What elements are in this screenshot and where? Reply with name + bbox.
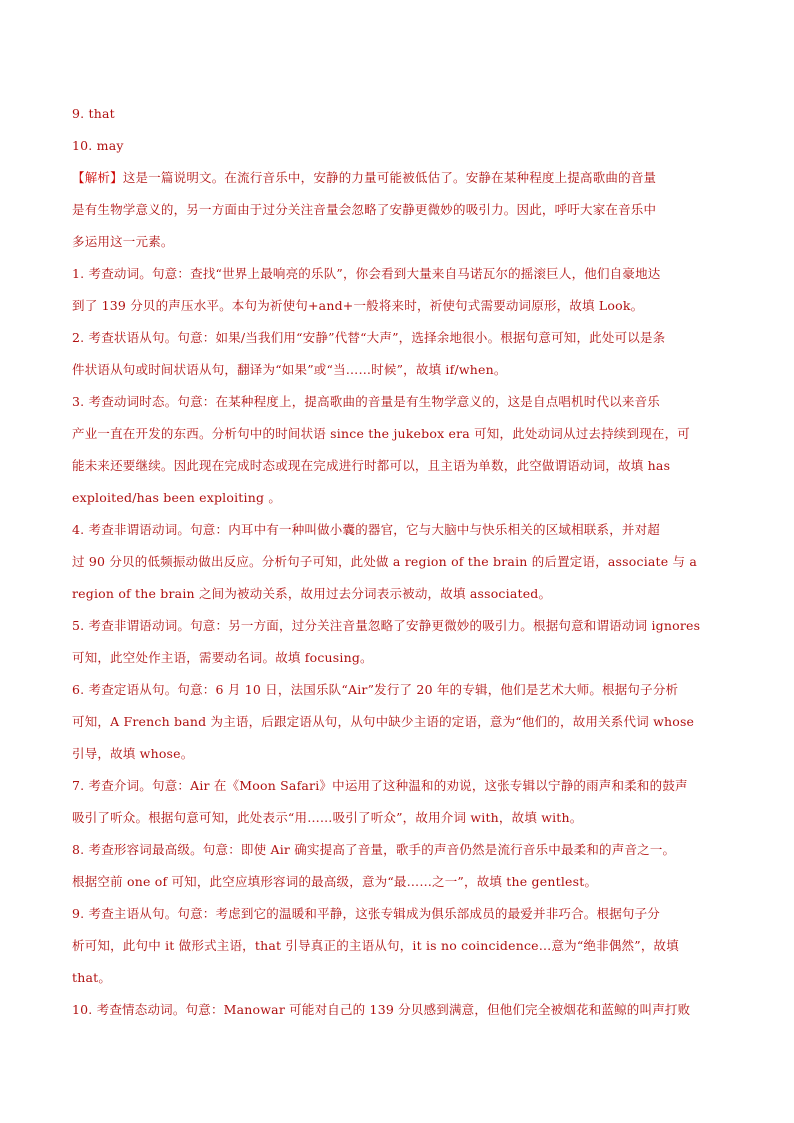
explanation-4: 过 90 分贝的低频振动做出反应。分析句子可知，此处做 a region of the brain 的后置定语，associate 与 a	[72, 554, 698, 569]
answer-line: 9. that	[72, 106, 115, 121]
explanation-9: 析可知，此句中 it 做形式主语，that 引导真正的主语从句，it is no coincidence…意为“绝非偶然”，故填	[72, 938, 679, 953]
explanation-9: that。	[72, 970, 112, 985]
explanation-7: 吸引了听众。根据句意可知，此处表示“用……吸引了听众”，故用介词 with，故填 with。	[72, 810, 583, 825]
document-body	[72, 98, 722, 1026]
explanation-1: 到了 139 分贝的声压水平。本句为祈使句+and+一般将来时，祈使句式需要动词原形，故填 Look。	[72, 298, 644, 313]
answer-line: 10. may	[72, 138, 124, 153]
explanation-6: 引导，故填 whose。	[72, 746, 194, 761]
explanation-7: 7. 考查介词。句意：Air 在《Moon Safari》中运用了这种温和的劝说，这张专辑以宁静的雨声和柔和的鼓声	[72, 778, 688, 793]
explanation-1: 1. 考查动词。句意：查找“世界上最响亮的乐队”，你会看到大量来自马诺瓦尔的摇滚巨人，他们自豪地达	[72, 266, 661, 281]
explanation-3: 能未来还要继续。因此现在完成时态或现在完成进行时都可以，且主语为单数，此空做谓语动词，故填 has	[72, 458, 671, 473]
explanation-2: 件状语从句或时间状语从句，翻译为“如果”或“当……时候”，故填 if/when。	[72, 362, 507, 377]
explanation-6: 6. 考查定语从句。句意：6 月 10 日，法国乐队“Air”发行了 20 年的专辑，他们是艺术大师。根据句子分析	[72, 682, 679, 697]
explanation-8: 根据空前 one of 可知，此空应填形容词的最高级，意为“最……之一”，故填 the gentlest。	[72, 874, 598, 889]
explanation-10: 10. 考查情态动词。句意：Manowar 可能对自己的 139 分贝感到满意，但他们完全被烟花和蓝鲸的叫声打败	[72, 1002, 691, 1017]
explanation-3: 3. 考查动词时态。句意：在某种程度上，提高歌曲的音量是有生物学意义的，这是自点唱机时代以来音乐	[72, 394, 661, 409]
explanation-4: 4. 考查非谓语动词。句意：内耳中有一种叫做小囊的器官，它与大脑中与快乐相关的区域相联系，并对超	[72, 522, 661, 537]
explanation-2: 2. 考查状语从句。句意：如果/当我们用“安静”代替“大声”，选择余地很小。根据句意可知，此处可以是条	[72, 330, 666, 345]
explanation-3: 产业一直在开发的东西。分析句中的时间状语 since the jukebox era 可知，此处动词从过去持续到现在，可	[72, 426, 691, 441]
analysis-line: 多运用这一元素。	[72, 234, 174, 249]
explanation-5: 可知，此空处作主语，需要动名词。故填 focusing。	[72, 650, 373, 665]
explanation-3: exploited/has been exploiting 。	[72, 490, 282, 505]
explanation-6: 可知，A French band 为主语，后跟定语从句，从句中缺少主语的定语，意为“他们的，故用关系代词 whose	[72, 714, 695, 729]
explanation-5: 5. 考查非谓语动词。句意：另一方面，过分关注音量忽略了安静更微妙的吸引力。根据句意和谓语动词 ignores	[72, 618, 701, 633]
analysis-line: 是有生物学意义的，另一方面由于过分关注音量会忽略了安静更微妙的吸引力。因此，呼吁大家在音乐中	[72, 202, 657, 217]
explanation-4: region of the brain 之间为被动关系，故用过去分词表示被动，故填 associated。	[72, 586, 552, 601]
explanation-9: 9. 考查主语从句。句意：考虑到它的温暖和平静，这张专辑成为俱乐部成员的最爱并非巧合。根据句子分	[72, 906, 661, 921]
explanation-8: 8. 考查形容词最高级。句意：即使 Air 确实提高了音量，歌手的声音仍然是流行音乐中最柔和的声音之一。	[72, 842, 676, 857]
analysis-line: 【解析】这是一篇说明文。在流行音乐中，安静的力量可能被低估了。安静在某种程度上提高歌曲的音量	[72, 170, 657, 185]
analysis-tag: 【解析】	[72, 170, 123, 185]
